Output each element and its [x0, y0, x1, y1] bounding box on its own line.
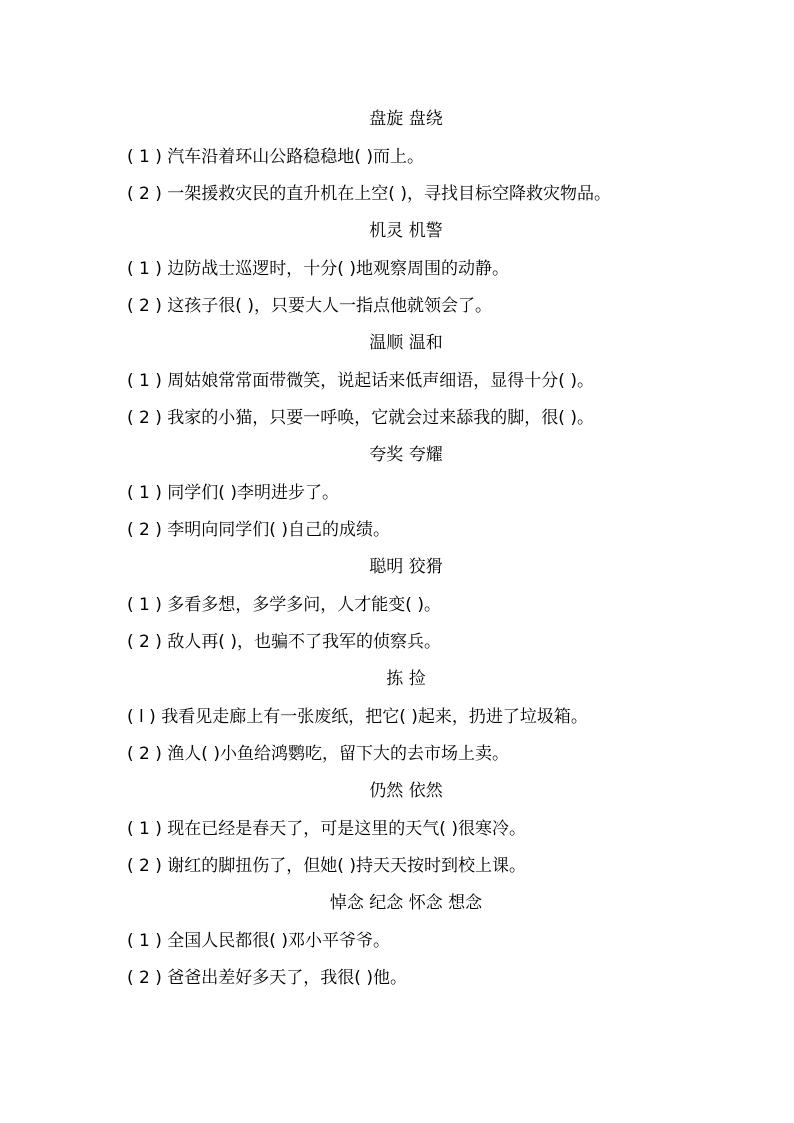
exercise-sentence: ( 2 ) 一架援救灾民的直升机在上空( )，寻找目标空降救灾物品。	[127, 184, 611, 204]
exercise-sentence: ( l ) 我看见走廊上有一张废纸，把它( )起来，扔进了垃圾箱。	[127, 707, 588, 727]
exercise-sentence: ( 2 ) 谢红的脚扭伤了，但她( )持天天按时到校上课。	[127, 856, 526, 876]
exercise-sentence: ( 1 ) 周姑娘常常面带微笑，说起话来低声细语，显得十分( )。	[127, 371, 594, 391]
word-pair-heading: 仍然 依然	[369, 781, 443, 801]
exercise-sentence: ( 2 ) 爸爸出差好多天了，我很( )他。	[127, 968, 407, 988]
word-pair-heading: 夸奖 夸耀	[369, 445, 443, 465]
word-pair-heading: 温顺 温和	[369, 333, 443, 353]
word-pair-heading: 聪明 狡猾	[369, 557, 443, 577]
word-pair-heading: 拣 捡	[386, 669, 426, 689]
word-pair-heading: 悼念 纪念 怀念 想念	[329, 893, 483, 913]
word-pair-heading: 机灵 机警	[369, 221, 443, 241]
exercise-sentence: ( 1 ) 现在已经是春天了，可是这里的天气( )很寒冷。	[127, 819, 526, 839]
word-pair-heading: 盘旋 盘绕	[369, 109, 443, 129]
exercise-sentence: ( 2 ) 这孩子很( )，只要大人一指点他就领会了。	[127, 296, 492, 316]
exercise-sentence: ( 2 ) 敌人再( )，也骗不了我军的侦察兵。	[127, 632, 441, 652]
exercise-sentence: ( 1 ) 同学们( )李明进步了。	[127, 483, 339, 503]
exercise-sentence: ( 1 ) 多看多想，多学多问，人才能变( )。	[127, 595, 441, 615]
exercise-sentence: ( 1 ) 边防战士巡逻时，十分( )地观察周围的动静。	[127, 259, 509, 279]
exercise-sentence: ( 1 ) 全国人民都很( )邓小平爷爷。	[127, 931, 390, 951]
exercise-sentence: ( 2 ) 李明向同学们( )自己的成绩。	[127, 520, 390, 540]
exercise-sentence: ( 1 ) 汽车沿着环山公路稳稳地( )而上。	[127, 147, 424, 167]
exercise-sentence: ( 2 ) 我家的小猫，只要一呼唤，它就会过来舔我的脚，很( )。	[127, 408, 594, 428]
exercise-sentence: ( 2 ) 渔人( )小鱼给鸿鹦吃，留下大的去市场上卖。	[127, 744, 509, 764]
